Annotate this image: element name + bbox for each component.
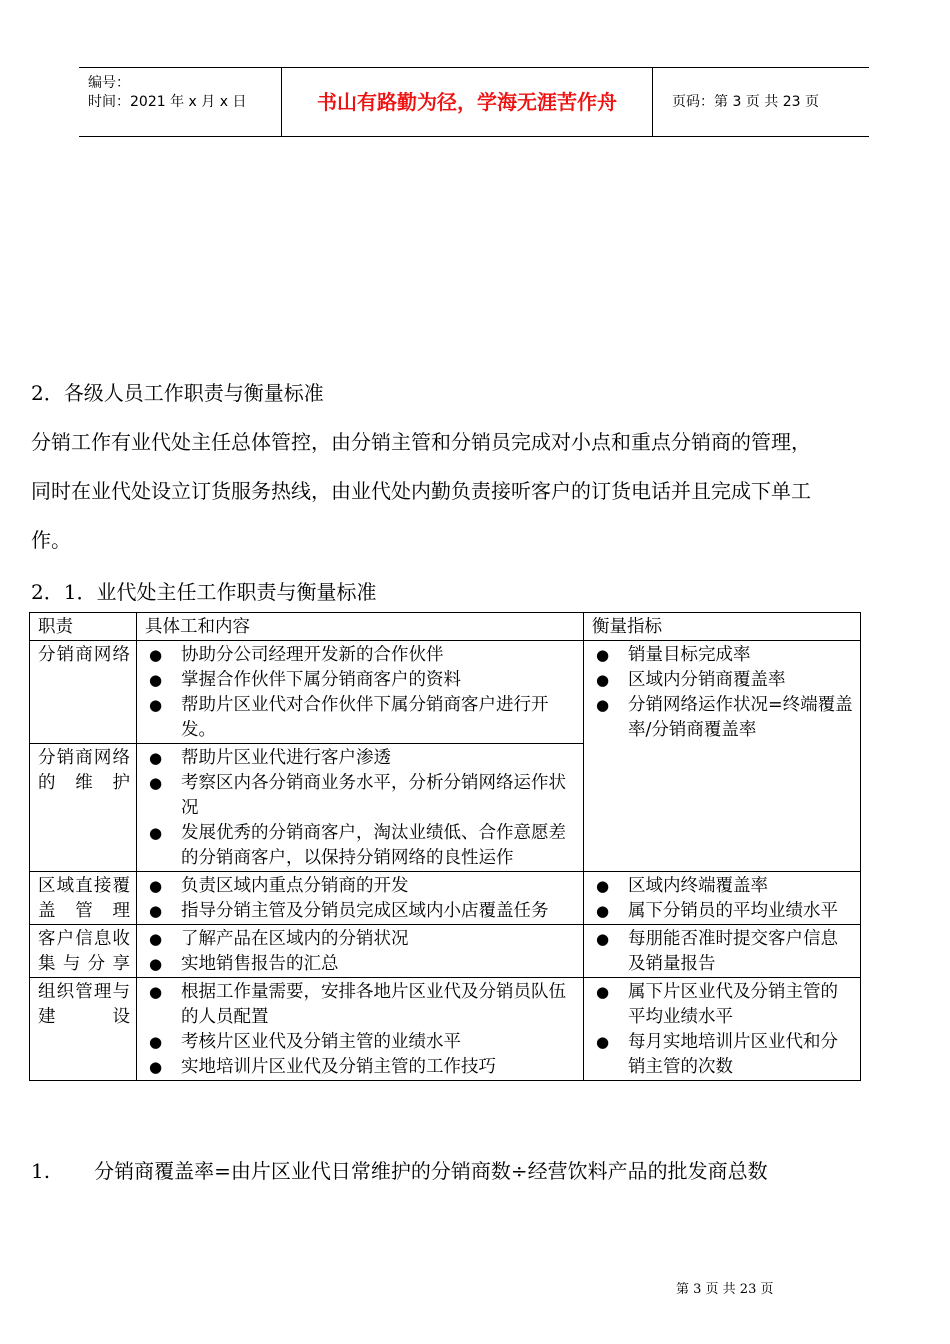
- header-meta-cell: [79, 68, 282, 136]
- role-cell: 分销商网络的维护: [30, 744, 137, 872]
- content-cell: [137, 641, 584, 744]
- date-label: 时间：2021 年 x 月 x 日: [88, 94, 247, 110]
- footnote-text: 分销商覆盖率=由片区业代日常维护的分销商数÷经营饮料产品的批发商总数: [94, 1159, 768, 1183]
- content-cell: [137, 872, 584, 925]
- page-info-text: 页码：第 3 页 共 23 页: [672, 94, 819, 110]
- content-item: ● 帮助片区业代进行客户渗透: [145, 746, 577, 771]
- section-heading: 2．各级人员工作职责与衡量标准: [31, 381, 324, 405]
- table-row: [30, 978, 861, 1081]
- document-header: [79, 67, 869, 137]
- role-cell: 组织管理与建设: [30, 978, 137, 1081]
- role-cell: 分销商网络: [30, 641, 137, 744]
- content-item: ● 实地销售报告的汇总: [145, 952, 577, 977]
- footnote-number: 1.: [31, 1159, 51, 1183]
- content-item: ● 发展优秀的分销商客户，淘汰业绩低、合作意愿差的分销商客户，以保持分销网络的良性运作: [145, 821, 577, 871]
- header-motto: 书山有路勤为径，学海无涯苦作舟: [282, 68, 653, 136]
- content-cell: [137, 744, 584, 872]
- header-cell-metric: 衡量指标: [584, 613, 861, 641]
- content-item: ● 了解产品在区域内的分销状况: [145, 927, 577, 952]
- metric-item: ● 属下片区业代及分销主管的平均业绩水平: [592, 980, 854, 1030]
- content-item: ● 协助分公司经理开发新的合作伙伴: [145, 643, 577, 668]
- metric-item: ● 分销网络运作状况=终端覆盖率/分销商覆盖率: [592, 693, 854, 743]
- role-cell: 区域直接覆盖管理: [30, 872, 137, 925]
- content-cell: [137, 978, 584, 1081]
- duties-table: [29, 612, 861, 1081]
- metric-item: ● 每月实地培训片区业代和分销主管的次数: [592, 1030, 854, 1080]
- content-item: ● 指导分销主管及分销员完成区域内小店覆盖任务: [145, 899, 577, 924]
- intro-paragraph: [31, 418, 921, 565]
- metric-cell: [584, 978, 861, 1081]
- content-cell: [137, 925, 584, 978]
- content-item: ● 掌握合作伙伴下属分销商客户的资料: [145, 668, 577, 693]
- metric-item: ● 销量目标完成率: [592, 643, 854, 668]
- content-item: ● 实地培训片区业代及分销主管的工作技巧: [145, 1055, 577, 1080]
- role-cell: 客户信息收集与分享: [30, 925, 137, 978]
- table-row: [30, 925, 861, 978]
- content-item: ● 负责区域内重点分销商的开发: [145, 874, 577, 899]
- content-item: ● 帮助片区业代对合作伙伴下属分销商客户进行开发。: [145, 693, 577, 743]
- table-row: [30, 872, 861, 925]
- metric-item: ● 每朋能否准时提交客户信息及销量报告: [592, 927, 854, 977]
- metric-cell: [584, 641, 861, 872]
- content-item: ● 根据工作量需要，安排各地片区业代及分销员队伍的人员配置: [145, 980, 577, 1030]
- metric-item: ● 区域内分销商覆盖率: [592, 668, 854, 693]
- intro-line: 作。: [31, 528, 71, 552]
- footnote: [31, 1155, 768, 1184]
- metric-item: ● 区域内终端覆盖率: [592, 874, 854, 899]
- page-footer-text: 第 3 页 共 23 页: [676, 1282, 774, 1297]
- header-cell-content: 具体工和内容: [137, 613, 584, 641]
- content-item: ● 考核片区业代及分销主管的业绩水平: [145, 1030, 577, 1055]
- metric-item: ● 属下分销员的平均业绩水平: [592, 899, 854, 924]
- header-cell-role: 职责: [30, 613, 137, 641]
- content-item: ● 考察区内各分销商业务水平，分析分销网络运作状况: [145, 771, 577, 821]
- table-header-row: [30, 613, 861, 641]
- table-row: [30, 641, 861, 744]
- intro-line: 同时在业代处设立订货服务热线，由业代处内勤负责接听客户的订货电话并且完成下单工: [31, 479, 811, 503]
- intro-line: 分销工作有业代处主任总体管控，由分销主管和分销员完成对小点和重点分销商的管理，: [31, 430, 811, 454]
- header-page-info: [663, 68, 869, 136]
- metric-cell: [584, 925, 861, 978]
- metric-cell: [584, 872, 861, 925]
- subsection-heading: 2．1．业代处主任工作职责与衡量标准: [31, 580, 377, 604]
- number-label: 编号：: [88, 75, 130, 91]
